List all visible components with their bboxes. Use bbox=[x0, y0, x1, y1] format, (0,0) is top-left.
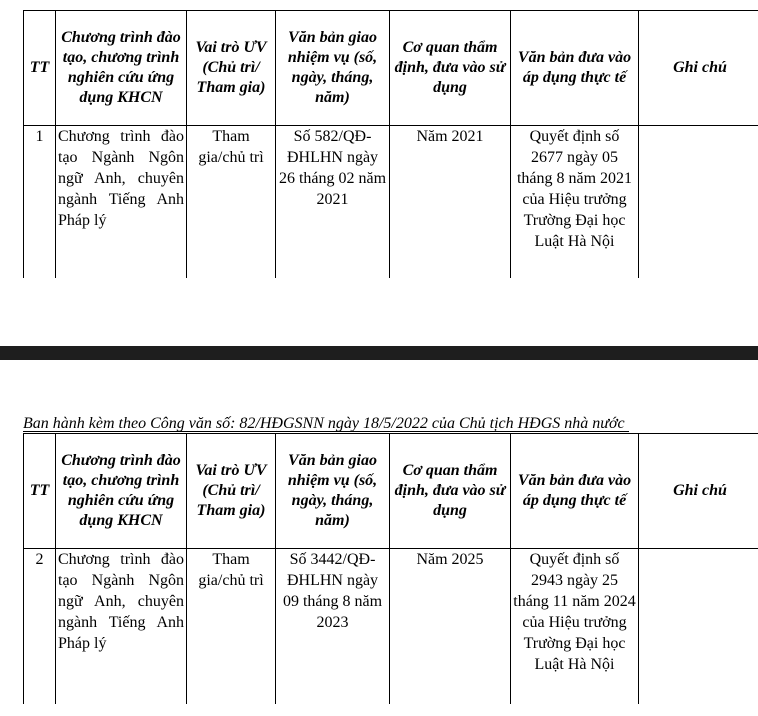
cell-application: Quyết định số 2943 ngày 25 tháng 11 năm 2024 của Hiệu trưởng Trường Đại học Luật Hà Nội bbox=[511, 549, 639, 704]
header-agency: Cơ quan thẩm định, đưa vào sử dụng bbox=[390, 11, 511, 126]
header-application: Văn bản đưa vào áp dụng thực tế bbox=[511, 11, 639, 126]
cell-tt: 2 bbox=[24, 549, 56, 704]
document-header-note: Ban hành kèm theo Công văn số: 82/HĐGSNN ngày 18/5/2022 của Chủ tịch HĐGS nhà nước bbox=[23, 415, 625, 432]
cell-role: Tham gia/chủ trì bbox=[187, 126, 276, 278]
header-application: Văn bản đưa vào áp dụng thực tế bbox=[511, 434, 639, 549]
header-assignment: Văn bản giao nhiệm vụ (số, ngày, tháng, năm) bbox=[276, 11, 390, 126]
table-row bbox=[24, 549, 758, 704]
header-role: Vai trò ƯV (Chủ trì/ Tham gia) bbox=[187, 434, 276, 549]
cell-program: Chương trình đào tạo Ngành Ngôn ngữ Anh, chuyên ngành Tiếng Anh Pháp lý bbox=[56, 126, 187, 278]
cell-assignment: Số 582/QĐ-ĐHLHN ngày 26 tháng 02 năm 2021 bbox=[276, 126, 390, 278]
cell-agency: Năm 2021 bbox=[390, 126, 511, 278]
cell-agency: Năm 2025 bbox=[390, 549, 511, 704]
cell-application: Quyết định số 2677 ngày 05 tháng 8 năm 2021 của Hiệu trưởng Trường Đại học Luật Hà Nội bbox=[511, 126, 639, 278]
header-tt: TT bbox=[24, 434, 56, 549]
header-program: Chương trình đào tạo, chương trình nghiên cứu ứng dụng KHCN bbox=[56, 434, 187, 549]
cell-assignment: Số 3442/QĐ-ĐHLHN ngày 09 tháng 8 năm 2023 bbox=[276, 549, 390, 704]
cell-role: Tham gia/chủ trì bbox=[187, 549, 276, 704]
table-header-row bbox=[24, 434, 758, 549]
cell-note bbox=[639, 549, 758, 704]
header-agency: Cơ quan thẩm định, đưa vào sử dụng bbox=[390, 434, 511, 549]
table-header-row bbox=[24, 11, 758, 126]
table-page-1 bbox=[23, 10, 758, 278]
header-note: Ghi chú bbox=[639, 11, 758, 126]
table-row bbox=[24, 126, 758, 278]
page-separator bbox=[0, 346, 758, 360]
cell-note bbox=[639, 126, 758, 278]
table-page-2 bbox=[23, 433, 758, 704]
cell-program: Chương trình đào tạo Ngành Ngôn ngữ Anh, chuyên ngành Tiếng Anh Pháp lý bbox=[56, 549, 187, 704]
header-note: Ghi chú bbox=[639, 434, 758, 549]
header-program: Chương trình đào tạo, chương trình nghiên cứu ứng dụng KHCN bbox=[56, 11, 187, 126]
header-tt: TT bbox=[24, 11, 56, 126]
header-assignment: Văn bản giao nhiệm vụ (số, ngày, tháng, năm) bbox=[276, 434, 390, 549]
cell-tt: 1 bbox=[24, 126, 56, 278]
header-role: Vai trò ƯV (Chủ trì/ Tham gia) bbox=[187, 11, 276, 126]
